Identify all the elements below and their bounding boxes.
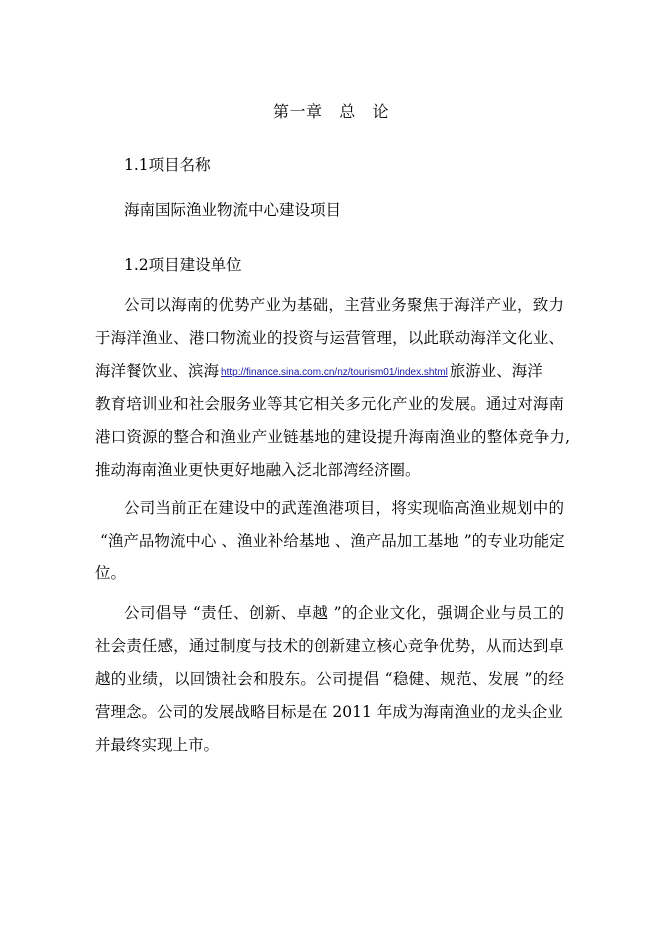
paragraph-1-line-6: 推动海南渔业更快更好地融入泛北部湾经济圈。	[95, 461, 421, 479]
paragraph-2-line-1: 公司当前正在建设中的武莲渔港项目，将实现临高渔业规划中的	[124, 499, 564, 517]
paragraph-3-line-5: 并最终实现上市。	[95, 736, 220, 754]
project-name: 海南国际渔业物流中心建设项目	[124, 201, 342, 219]
paragraph-1-line-5: 港口资源的整合和渔业产业链基地的建设提升海南渔业的整体竞争力,	[95, 428, 570, 446]
paragraph-2-line-3: 位。	[95, 564, 127, 582]
finance-sina-link[interactable]: http://finance.sina.com.cn/nz/tourism01/index.shtml	[221, 367, 448, 378]
section-2-heading: 1.2项目建设单位	[124, 256, 242, 274]
paragraph-3-line-1: 公司倡导 “责任、创新、卓越 ”的企业文化，强调企业与员工的	[124, 604, 564, 622]
paragraph-3-line-3: 越的业绩，以回馈社会和股东。公司提倡 “稳健、规范、发展 ”的经	[95, 670, 564, 688]
paragraph-3-line-4: 营理念。公司的发展战略目标是在 2011 年成为海南渔业的龙头企业	[95, 703, 563, 721]
paragraph-1-line-3-text-after: 旅游业、海洋	[449, 362, 543, 380]
paragraph-3-line-2: 社会责任感，通过制度与技术的创新建立核心竞争优势，从而达到卓	[95, 637, 564, 655]
paragraph-1-line-2: 于海洋渔业、港口物流业的投资与运营管理，以此联动海洋文化业、	[95, 329, 564, 347]
chapter-title: 第一章 总 论	[272, 102, 390, 121]
paragraph-1-line-3-text-before: 海洋餐饮业、滨海	[95, 362, 220, 380]
paragraph-1-line-3	[95, 361, 564, 383]
paragraph-1-line-4: 教育培训业和社会服务业等其它相关多元化产业的发展。通过对海南	[95, 395, 564, 413]
paragraph-2-line-2: “渔产品物流中心 、渔业补给基地 、渔产品加工基地 ”的专业功能定	[100, 532, 565, 550]
section-1-heading: 1.1项目名称	[124, 156, 211, 174]
paragraph-1-line-1: 公司以海南的优势产业为基础，主营业务聚焦于海洋产业，致力	[124, 296, 564, 314]
